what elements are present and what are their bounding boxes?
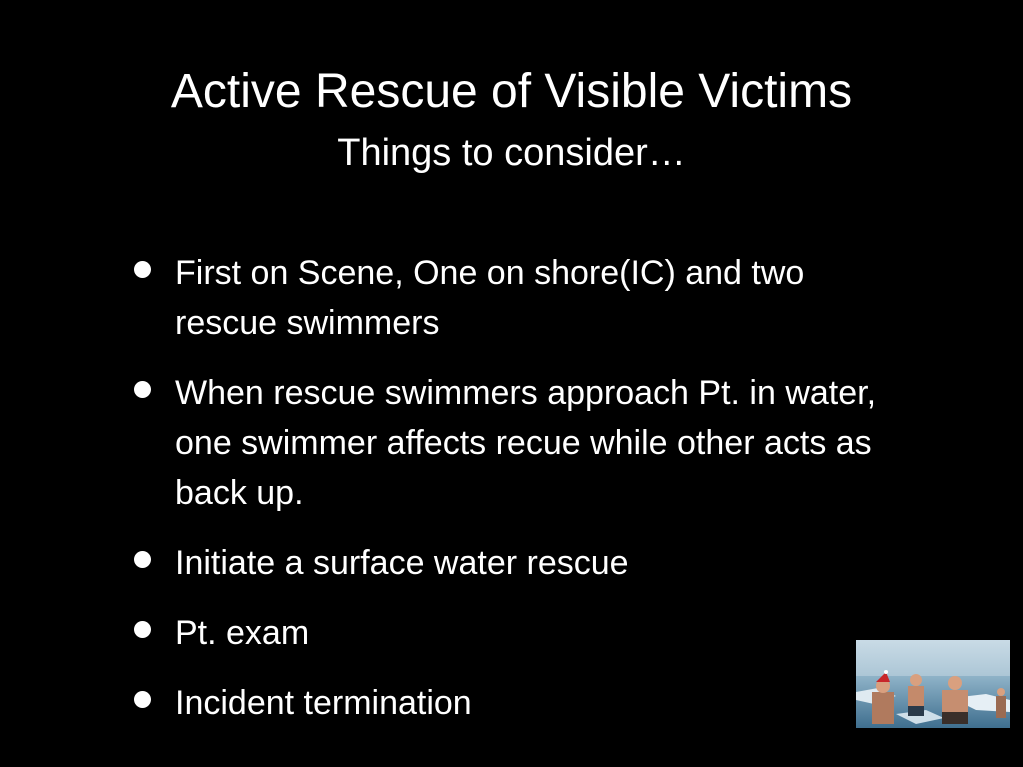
bullet-text: Incident termination (175, 684, 472, 722)
bullet-dot-icon (134, 381, 151, 398)
bullet-dot-icon (134, 691, 151, 708)
bullet-text: First on Scene, One on shore(IC) and two rescue swimmers (175, 254, 805, 342)
slide-subtitle: Things to consider… (337, 132, 686, 174)
ice-rescue-photo (856, 640, 1010, 728)
bullet-item (128, 608, 908, 658)
ice-rescue-photo-image (856, 640, 1010, 728)
bullet-item (128, 538, 908, 588)
bullet-item (128, 248, 908, 348)
bullet-dot-icon (134, 261, 151, 278)
bullet-item (128, 368, 908, 518)
slide-title: Active Rescue of Visible Victims (170, 65, 853, 118)
bullet-text: Initiate a surface water rescue (175, 544, 629, 582)
bullet-text: Pt. exam (175, 614, 310, 652)
bullet-item (128, 678, 908, 728)
bullet-list (128, 248, 908, 748)
bullet-dot-icon (134, 621, 151, 638)
bullet-text: When rescue swimmers approach Pt. in water, one swimmer affects recue while other acts as back up. (175, 374, 877, 512)
bullet-dot-icon (134, 551, 151, 568)
